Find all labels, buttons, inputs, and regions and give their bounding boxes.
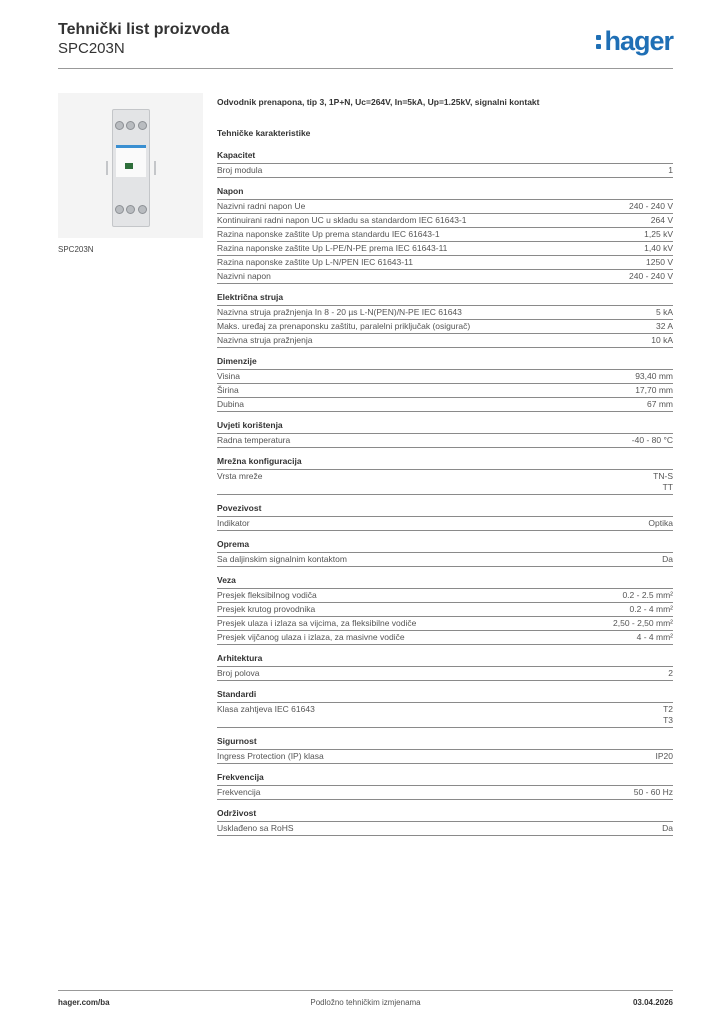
product-image [58, 93, 203, 238]
group-title: Veza [217, 575, 673, 589]
spec-row [217, 384, 673, 398]
spec-value-line: 0.2 - 2.5 mm² [622, 590, 673, 600]
spec-row [217, 470, 673, 495]
spec-label: Broj modula [217, 165, 263, 175]
spec-value [629, 271, 673, 282]
spec-value [648, 518, 673, 529]
group-title: Povezivost [217, 503, 673, 517]
spec-value-line: 2 [668, 668, 673, 678]
spec-value-line: TT [662, 482, 673, 492]
group-title: Napon [217, 186, 673, 200]
spec-value-line: 1,40 kV [644, 243, 673, 253]
footer-divider [58, 990, 673, 991]
spec-group [217, 456, 673, 495]
group-title: Mrežna konfiguracija [217, 456, 673, 470]
spec-value-line: Da [662, 823, 673, 833]
spec-row [217, 334, 673, 348]
spec-label: Maks. uređaj za prenaponsku zaštitu, paralelni priključak (osigurač) [217, 321, 471, 331]
spec-value [651, 335, 673, 346]
spec-value-line: 264 V [650, 215, 673, 225]
spec-value-line: TN-S [653, 471, 673, 481]
spec-value [629, 201, 673, 212]
spec-group [217, 503, 673, 531]
spec-row [217, 750, 673, 764]
spec-row [217, 256, 673, 270]
spec-value [634, 787, 673, 798]
group-title: Arhitektura [217, 653, 673, 667]
spec-value-line: 2,50 - 2,50 mm² [613, 618, 673, 628]
spec-value [613, 618, 673, 629]
spec-group [217, 186, 673, 284]
spec-value [656, 321, 673, 332]
spec-row [217, 786, 673, 800]
group-title: Sigurnost [217, 736, 673, 750]
header-divider [58, 68, 673, 69]
spec-value-line: T3 [663, 715, 673, 725]
spec-label: Presjek vijčanog ulaza i izlaza, za masivne vodiče [217, 632, 405, 642]
spec-value [662, 554, 673, 565]
spec-value [656, 307, 673, 318]
footer-date: 03.04.2026 [632, 998, 673, 1007]
group-title: Uvjeti korištenja [217, 420, 673, 434]
spec-row [217, 398, 673, 412]
spec-value-line: 1,25 kV [644, 229, 673, 239]
spec-row [217, 370, 673, 384]
spec-group [217, 808, 673, 836]
group-title: Oprema [217, 539, 673, 553]
spec-row [217, 320, 673, 334]
page-header [58, 20, 673, 70]
spec-label: Razina naponske zaštite Up L-PE/N-PE prema IEC 61643-11 [217, 243, 448, 253]
spec-row [217, 553, 673, 567]
hager-logo [596, 26, 673, 57]
document-title: Tehnički list proizvoda [58, 21, 230, 38]
section-heading: Tehničke karakteristike [217, 128, 311, 138]
spec-group [217, 150, 673, 178]
specifications [217, 97, 673, 844]
product-description: Odvodnik prenapona, tip 3, 1P+N, Uc=264V, In=5kA, Up=1.25kV, signalni kontakt [217, 97, 540, 107]
spec-row [217, 164, 673, 178]
spec-group [217, 420, 673, 448]
spec-row [217, 631, 673, 645]
spec-row [217, 667, 673, 681]
spec-value-line: 4 - 4 mm² [636, 632, 673, 642]
spec-group [217, 653, 673, 681]
spec-group [217, 575, 673, 645]
spec-label: Visina [217, 371, 240, 381]
logo-dots-icon [596, 26, 602, 53]
spec-value-line: 10 kA [651, 335, 673, 345]
spec-value [656, 751, 674, 762]
spec-label: Razina naponske zaštite Up prema standardu IEC 61643-1 [217, 229, 440, 239]
spec-value-line: 17,70 mm [635, 385, 673, 395]
spec-group [217, 356, 673, 412]
logo-text: hager [604, 26, 673, 56]
spec-label: Dubina [217, 399, 244, 409]
spec-label: Vrsta mreže [217, 471, 263, 481]
spec-row [217, 214, 673, 228]
spec-group [217, 292, 673, 348]
spec-value [653, 471, 673, 493]
spec-label: Širina [217, 385, 239, 395]
spec-value-line: 240 - 240 V [629, 271, 673, 281]
group-title: Standardi [217, 689, 673, 703]
spec-label: Nazivna struja pražnjenja In 8 - 20 µs L-N(PEN)/N-PE IEC 61643 [217, 307, 462, 317]
spec-value [662, 823, 673, 834]
spec-row [217, 517, 673, 531]
spec-value-line: 1 [668, 165, 673, 175]
spec-groups [217, 150, 673, 836]
spec-row [217, 589, 673, 603]
spec-label: Radna temperatura [217, 435, 291, 445]
spec-group [217, 736, 673, 764]
spec-row [217, 617, 673, 631]
spec-label: Indikator [217, 518, 250, 528]
spec-label: Presjek ulaza i izlaza sa vijcima, za fleksibilne vodiče [217, 618, 417, 628]
spec-label: Razina naponske zaštite Up L-N/PEN IEC 61643-11 [217, 257, 413, 267]
spec-row [217, 270, 673, 284]
image-caption: SPC203N [58, 245, 94, 254]
spec-group [217, 689, 673, 728]
spec-label: Kontinuirani radni napon UC u skladu sa standardom IEC 61643-1 [217, 215, 467, 225]
spec-value [668, 668, 673, 679]
spec-value [622, 590, 673, 601]
spec-label: Sa daljinskim signalnim kontaktom [217, 554, 347, 564]
spec-row [217, 242, 673, 256]
spec-value-line: Da [662, 554, 673, 564]
spec-value [668, 165, 673, 176]
spec-group [217, 539, 673, 567]
spec-row [217, 703, 673, 728]
spec-value [651, 215, 673, 226]
spec-value-line: IP20 [655, 751, 673, 761]
footer-note: Podložno tehničkim izmjenama [310, 998, 421, 1007]
spec-label: Nazivni radni napon Ue [217, 201, 306, 211]
spec-value [635, 371, 673, 382]
spec-label: Nazivni napon [217, 271, 271, 281]
spec-value-line: 0.2 - 4 mm² [629, 604, 673, 614]
spec-value-line: 1250 V [646, 257, 673, 267]
spec-label: Frekvencija [217, 787, 261, 797]
spec-label: Presjek fleksibilnog vodiča [217, 590, 317, 600]
spec-row [217, 603, 673, 617]
surge-arrester-device-icon [106, 101, 156, 231]
spec-value [647, 399, 673, 410]
footer-website: hager.com/ba [58, 998, 110, 1007]
spec-label: Nazivna struja pražnjenja [217, 335, 313, 345]
spec-value [663, 704, 673, 726]
spec-group [217, 772, 673, 800]
spec-row [217, 228, 673, 242]
spec-row [217, 200, 673, 214]
spec-value-line: 240 - 240 V [629, 201, 673, 211]
group-title: Frekvencija [217, 772, 673, 786]
spec-value-line: 93,40 mm [635, 371, 673, 381]
spec-value [635, 385, 673, 396]
spec-value-line: 67 mm [647, 399, 673, 409]
group-title: Električna struja [217, 292, 673, 306]
spec-value [644, 229, 673, 240]
spec-row [217, 306, 673, 320]
group-title: Održivost [217, 808, 673, 822]
group-title: Kapacitet [217, 150, 673, 164]
spec-label: Usklađeno sa RoHS [217, 823, 294, 833]
spec-value [637, 632, 673, 643]
spec-value [630, 604, 673, 615]
spec-label: Broj polova [217, 668, 260, 678]
spec-label: Ingress Protection (IP) klasa [217, 751, 324, 761]
spec-value [644, 243, 673, 254]
spec-value-line: -40 - 80 °C [631, 435, 673, 445]
spec-label: Presjek krutog provodnika [217, 604, 316, 614]
spec-value-line: 32 A [655, 321, 673, 331]
spec-value [646, 257, 673, 268]
spec-value-line: T2 [663, 704, 673, 714]
group-title: Dimenzije [217, 356, 673, 370]
spec-value-line: 5 kA [655, 307, 673, 317]
spec-value-line: 50 - 60 Hz [633, 787, 673, 797]
spec-value-line: Optika [648, 518, 673, 528]
spec-label: Klasa zahtjeva IEC 61643 [217, 704, 315, 714]
spec-value [632, 435, 673, 446]
spec-row [217, 434, 673, 448]
document-subtitle: SPC203N [58, 40, 125, 57]
spec-row [217, 822, 673, 836]
